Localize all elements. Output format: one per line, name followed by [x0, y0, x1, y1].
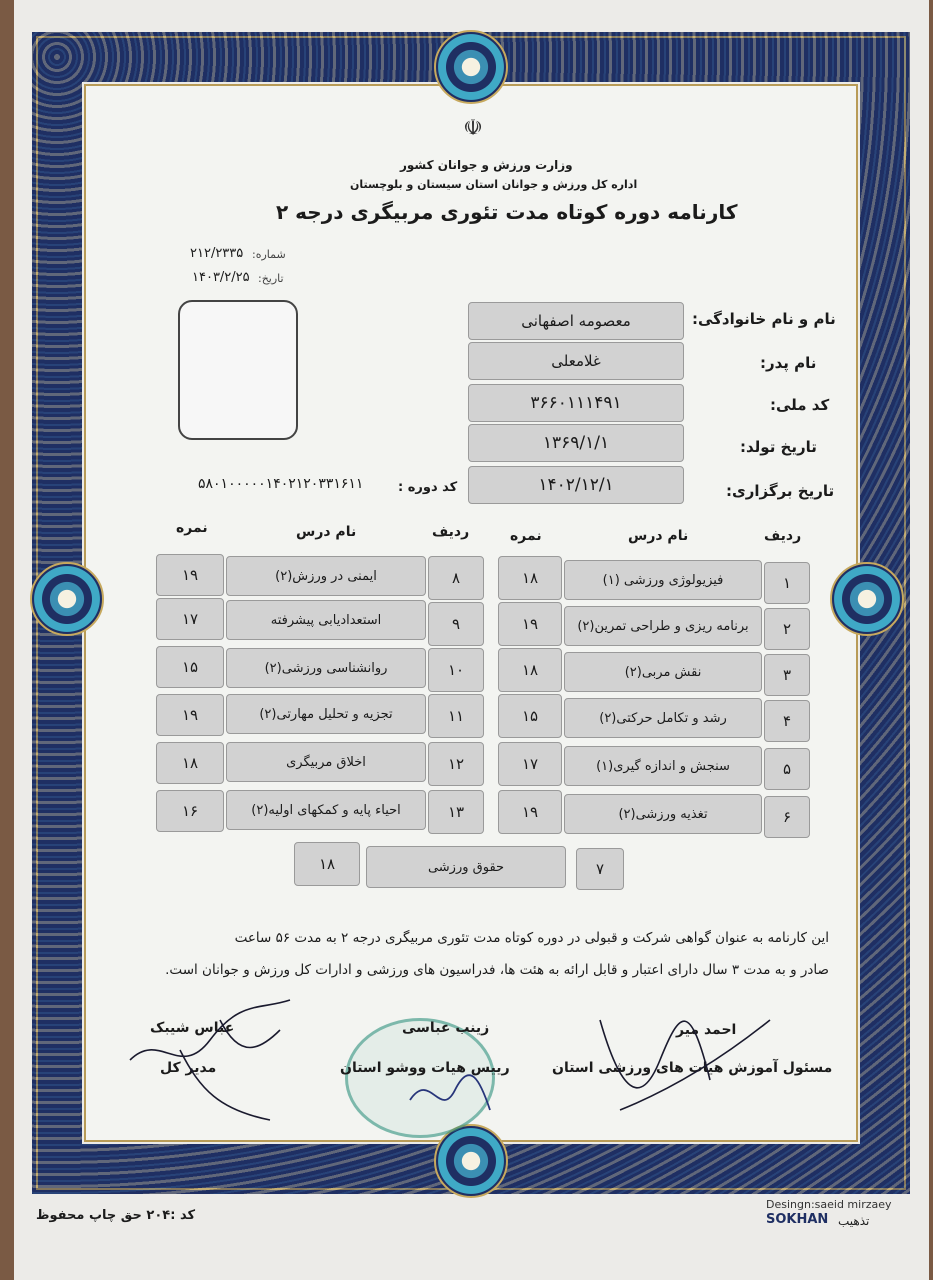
header-row-right: ردیف — [764, 528, 802, 544]
course-grade: ۱۶ — [156, 790, 224, 832]
course-name: تغذیه ورزشی(۲) — [564, 794, 762, 834]
official-stamp — [345, 1018, 495, 1138]
brand-logo: SOKHAN — [766, 1212, 829, 1227]
header-row-left: ردیف — [432, 524, 470, 540]
course-name: رشد و تکامل حرکتی(۲) — [564, 698, 762, 738]
designer-credit: Desingn:saeid mirzaey — [766, 1198, 892, 1211]
course-grade: ۱۷ — [156, 598, 224, 640]
course-name: تجزیه و تحلیل مهارتی(۲) — [226, 694, 426, 734]
signer-right-name: احمد میر — [676, 1022, 737, 1038]
course-code-value: ۵۸۰۱۰۰۰۰۰۱۴۰۲۱۲۰۳۳۱۶۱۱ — [198, 476, 364, 492]
course-grade: ۱۸ — [498, 556, 562, 600]
course-name: استعدادیابی پیشرفته — [226, 600, 426, 640]
signer-middle-title: رییس هیات ووشو استان — [340, 1060, 510, 1076]
course-row-number: ۱۳ — [428, 790, 484, 834]
course-grade: ۱۹ — [156, 554, 224, 596]
ministry-name: وزارت ورزش و جوانان کشور — [400, 158, 573, 172]
course-grade: ۱۸ — [156, 742, 224, 784]
header-grade-right: نمره — [510, 528, 542, 544]
course-name: سنجش و اندازه گیری(۱) — [564, 746, 762, 786]
course-grade: ۱۵ — [498, 694, 562, 738]
header-grade-left: نمره — [176, 520, 208, 536]
certificate-title: کارنامه دوره کوتاه مدت تئوری مربیگری درجه ۲ — [276, 200, 738, 224]
course-row-number: ۹ — [428, 602, 484, 646]
number-value: ۲۱۲/۲۳۳۵ — [190, 246, 244, 261]
bottom-medallion-ornament — [434, 1124, 508, 1198]
course-name: فیزیولوژی ورزشی (۱) — [564, 560, 762, 600]
left-medallion-ornament — [30, 562, 104, 636]
national-id-field: ۳۶۶۰۱۱۱۴۹۱ — [468, 384, 684, 422]
course-row-number: ۶ — [764, 796, 810, 838]
course-grade: ۱۸ — [294, 842, 360, 886]
birth-date-label: تاریخ تولد: — [740, 438, 817, 456]
course-row-number: ۱۲ — [428, 742, 484, 786]
course-row-number: ۷ — [576, 848, 624, 890]
course-name: برنامه ریزی و طراحی تمرین(۲) — [564, 606, 762, 646]
course-row-number: ۴ — [764, 700, 810, 742]
number-label: شماره: — [252, 248, 286, 261]
course-name: اخلاق مربیگری — [226, 742, 426, 782]
course-row-number: ۱۰ — [428, 648, 484, 692]
course-row-number: ۵ — [764, 748, 810, 790]
national-id-label: کد ملی: — [770, 396, 830, 414]
course-grade: ۱۹ — [156, 694, 224, 736]
held-date-label: تاریخ برگزاری: — [726, 482, 835, 500]
course-row-number: ۱۱ — [428, 694, 484, 738]
signer-right-title: مسئول آموزش هیات های ورزشی استان — [552, 1060, 833, 1076]
father-field: غلامعلی — [468, 342, 684, 380]
course-row-number: ۸ — [428, 556, 484, 600]
signer-left-name: عباس شیبک — [150, 1020, 235, 1036]
course-name: حقوق ورزشی — [366, 846, 566, 888]
name-label: نام و نام خانوادگی: — [692, 310, 836, 328]
course-grade: ۱۷ — [498, 742, 562, 786]
office-name: اداره کل ورزش و جوانان استان سیستان و بلوچستان — [350, 178, 638, 191]
header-course-right: نام درس — [628, 528, 689, 544]
date-label: تاریخ: — [258, 272, 284, 285]
course-grade: ۱۸ — [498, 648, 562, 692]
course-row-number: ۲ — [764, 608, 810, 650]
name-field: معصومه اصفهانی — [468, 302, 684, 340]
photo-placeholder — [178, 300, 298, 440]
copyright-code: کد :۲۰۴ حق چاپ محفوظ — [36, 1208, 196, 1223]
course-grade: ۱۹ — [498, 602, 562, 646]
course-name: نقش مربی(۲) — [564, 652, 762, 692]
top-medallion-ornament — [434, 30, 508, 104]
statement-line-2: صادر و به مدت ۳ سال دارای اعتبار و قابل ارائه به هئت ها، فدراسیون های ورزشی و ادارات کل ورزش و جوانان است. — [165, 962, 829, 978]
date-value: ۱۴۰۳/۲/۲۵ — [192, 270, 250, 285]
held-date-field: ۱۴۰۲/۱۲/۱ — [468, 466, 684, 504]
course-code-label: کد دوره : — [398, 480, 458, 495]
signer-middle-name: زینب عباسی — [402, 1020, 490, 1036]
course-row-number: ۳ — [764, 654, 810, 696]
iran-emblem-icon: ☫ — [463, 116, 483, 141]
right-medallion-ornament — [830, 562, 904, 636]
course-row-number: ۱ — [764, 562, 810, 604]
course-grade: ۱۹ — [498, 790, 562, 834]
course-grade: ۱۵ — [156, 646, 224, 688]
course-name: احیاء پایه و کمکهای اولیه(۲) — [226, 790, 426, 830]
signer-left-title: مدیر کل — [160, 1060, 217, 1076]
header-course-left: نام درس — [296, 524, 357, 540]
brand-word: تذهیب — [838, 1214, 870, 1228]
course-name: روانشناسی ورزشی(۲) — [226, 648, 426, 688]
course-name: ایمنی در ورزش(۲) — [226, 556, 426, 596]
statement-line-1: این کارنامه به عنوان گواهی شرکت و قبولی در دوره کوتاه مدت تئوری مربیگری درجه ۲ به مدت ۵۶ ساعت — [234, 930, 829, 946]
father-label: نام پدر: — [760, 354, 817, 372]
birth-date-field: ۱۳۶۹/۱/۱ — [468, 424, 684, 462]
